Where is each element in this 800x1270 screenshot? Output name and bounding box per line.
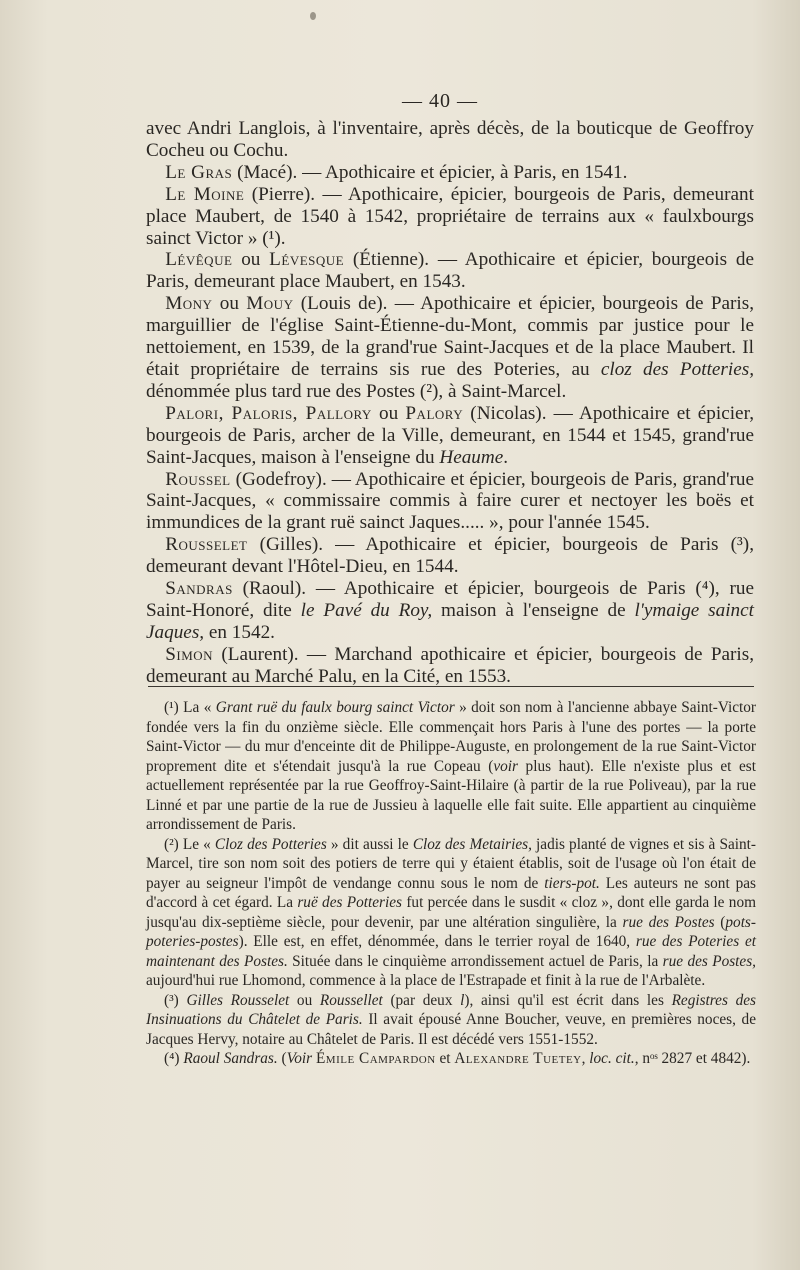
note-text: Les auteurs ne sont pas d'accord à cet égard. La	[146, 874, 756, 911]
entry-name: Rousselet	[165, 534, 248, 556]
entry-name: Roussel	[165, 468, 231, 490]
note-text: plus haut). Elle n'existe plus et est actuellement représentée par la rue Geoffroy-Saint-Hilaire (à partir de la rue Poliveau), par la rue Linné et par une partie de la rue de Jussieu à laquelle elle fait suite. Elle appartient au cinquième arrondissement de Paris.	[146, 757, 756, 833]
page-number: — 40 —	[402, 90, 478, 112]
note-text: (³)	[164, 991, 187, 1009]
note-text: , nᵒˢ 2827 et 4842).	[634, 1050, 751, 1067]
main-text	[146, 118, 754, 688]
entry-text: (Macé). — Apothicaire et épicier, à Paris, en 1541.	[232, 161, 628, 183]
entry-name-alt: Palory	[405, 402, 464, 424]
note-italic: voir	[493, 757, 518, 775]
entry-italic-2: l'ymaige sainct Jaques,	[146, 599, 755, 643]
entry-name-alt: Mouy	[246, 293, 294, 315]
note-text: (²) Le «	[164, 835, 215, 853]
ink-spot	[310, 12, 316, 20]
footnote-1	[146, 698, 756, 835]
entry-italic: cloz des Potteries,	[600, 358, 754, 380]
entry-simon	[146, 644, 754, 688]
note-text: (	[277, 1050, 287, 1067]
note-italic: rue des Postes,	[662, 952, 756, 970]
entry-le-moine	[146, 184, 754, 250]
note-text: ). Elle est, en effet, dénommée, dans le terrier royal de 1640,	[238, 933, 636, 950]
footnote-3	[146, 991, 756, 1050]
entry-le-gras	[146, 162, 754, 184]
entry-palori	[146, 403, 754, 469]
note-italic: pots-poteries-postes	[146, 913, 756, 950]
entry-text: (Gilles). — Apothicaire et épicier, bourgeois de Paris (³), demeurant devant l'Hôtel-Dieu, en 1544.	[146, 534, 754, 578]
note-text: ,	[581, 1050, 590, 1067]
note-italic: Raoul Sandras.	[183, 1050, 278, 1067]
entry-text: (Louis de). — Apothicaire et épicier, bourgeois de Paris, marguillier de l'église Saint-Étienne-du-Mont, commis par justice pour le nettoiement, en 1539, de la grand'rue Saint-Jacques et de la place Maubert. Il était propriétaire de terrains sis rue des Poteries, au	[146, 293, 754, 380]
entry-text: (Godefroy). — Apothicaire et épicier, bourgeois de Paris, grand'rue Saint-Jacques, « commissaire commis à faire curer et nectoyer les boës et immundices de la grant ruë sainct Jaques..... », pour l'année 1545.	[146, 468, 754, 534]
entry-name: Simon	[165, 643, 214, 665]
note-text: » dit aussi le	[326, 835, 413, 853]
entry-connector: ou	[212, 293, 247, 315]
note-text: (¹) La «	[164, 699, 216, 716]
note-italic: rue des Poteries et maintenant des Postes.	[146, 933, 756, 970]
note-text: et	[435, 1050, 455, 1067]
note-text: (⁴)	[164, 1050, 184, 1067]
note-italic: rue des Postes	[622, 913, 715, 931]
note-italic: Roussellet	[319, 991, 383, 1009]
note-italic: Cloz des Metairies,	[412, 835, 532, 853]
note-text: ), ainsi qu'il est écrit dans les	[464, 991, 672, 1009]
note-text: Située dans le cinquième arrondissement actuel de Paris, la	[287, 952, 663, 970]
entry-name-alt: Lévesque	[269, 249, 345, 271]
note-text: » doit son nom à l'ancienne abbaye Saint-Victor fondée vers la fin du onzième siècle. Elle commençait hors Paris à l'une des portes — la porte Saint-Victor — du mur d'enceinte dit de Philippe-Auguste, en prolongement de la rue Saint-Victor proprement dite et s'étendait jusqu'à la rue Copeau (	[146, 699, 756, 775]
entry-name: Mony	[165, 293, 213, 315]
entry-text: (Laurent). — Marchand apothicaire et épicier, bourgeois de Paris, demeurant au Marché Palu, en la Cité, en 1553.	[146, 643, 754, 687]
entry-leveque	[146, 249, 754, 293]
note-text: (	[714, 913, 726, 931]
entry-roussel	[146, 469, 754, 535]
note-author: Alexandre Tuetey	[454, 1050, 582, 1067]
note-italic: Grant ruë du faulx bourg sainct Victor	[215, 699, 455, 716]
note-italic: Voir	[286, 1050, 313, 1067]
note-italic: ruë des Potteries	[297, 894, 403, 911]
continuation-paragraph	[146, 118, 754, 162]
note-text: (par deux	[382, 991, 461, 1009]
para0-text: avec Andri Langlois, à l'inventaire, après décès, de la bouticque de Geoffroy Cocheu ou Cochu.	[146, 118, 754, 161]
entry-name: Le Gras	[165, 161, 233, 183]
entry-text-mid: maison à l'enseigne de	[432, 599, 635, 621]
note-text: ou	[289, 991, 320, 1009]
footnote-4	[146, 1049, 756, 1069]
note-text: Il avait épousé Anne Boucher, veuve, en premières noces, de Jacques Hervy, notaire au Châtelet de Paris. Il est décédé vers 1551-1552.	[146, 1011, 756, 1048]
note-italic: Gilles Rousselet	[186, 991, 290, 1009]
note-author: Émile Campardon	[315, 1050, 436, 1067]
entry-name: Lévêque	[165, 249, 233, 271]
note-italic: Cloz des Potteries	[214, 835, 327, 853]
entry-name: Sandras	[165, 578, 233, 600]
entry-text: (Étienne). — Apothicaire et épicier, bourgeois de Paris, demeurant place Maubert, en 1543.	[146, 249, 754, 293]
entry-text-end: .	[503, 446, 509, 468]
entry-names: Palori, Paloris, Pallory	[165, 402, 372, 424]
entry-italic: le Pavé du Roy,	[300, 599, 433, 621]
entry-text-end: dénommée plus tard rue des Postes (²), à Saint-Marcel.	[146, 380, 567, 402]
entry-text: (Nicolas). — Apothicaire et épicier, bourgeois de Paris, archer de la Ville, demeurant, en 1544 et 1545, grand'rue Saint-Jacques, maison à l'enseigne du	[146, 402, 754, 468]
note-italic: loc. cit.	[589, 1050, 635, 1067]
note-text: aujourd'hui rue Lhomond, commence à la place de l'Estrapade et finit à la rue de l'Arbalète.	[146, 972, 706, 989]
note-text: jadis planté de vignes et sis à Saint-Marcel, tire son nom soit des potiers de terre qui y étaient établis, soit de l'usage où l'on était de payer au seigneur l'impôt de vendange connu sous le nom de	[146, 835, 757, 892]
note-italic: l	[460, 991, 465, 1009]
entry-connector: ou	[371, 402, 406, 424]
footnotes	[146, 698, 756, 1069]
entry-text: (Pierre). — Apothicaire, épicier, bourgeois de Paris, demeurant place Maubert, de 1540 à 1542, propriétaire de terrains aux « faulxbourgs sainct Victor » (¹).	[146, 183, 754, 249]
entry-name: Le Moine	[165, 183, 245, 205]
entry-text: (Raoul). — Apothicaire et épicier, bourgeois de Paris (⁴), rue Saint-Honoré, dite	[146, 578, 754, 621]
note-italic: tiers-pot.	[544, 874, 600, 892]
note-italic: Registres des Insinuations du Châtelet de Paris.	[146, 991, 756, 1028]
entry-mony	[146, 293, 754, 403]
entry-sandras	[146, 578, 754, 644]
footnote-2	[146, 835, 756, 991]
footnote-divider	[148, 686, 754, 687]
note-text: fut percée dans le susdit « cloz », dont elle garda le nom jusqu'au dix-septième siècle, pour devenir, par une altération singulière, la	[146, 894, 756, 931]
entry-italic: Heaume	[439, 446, 504, 468]
entry-rousselet	[146, 534, 754, 578]
entry-connector: ou	[232, 249, 270, 271]
entry-text-end: en 1542.	[204, 621, 275, 643]
